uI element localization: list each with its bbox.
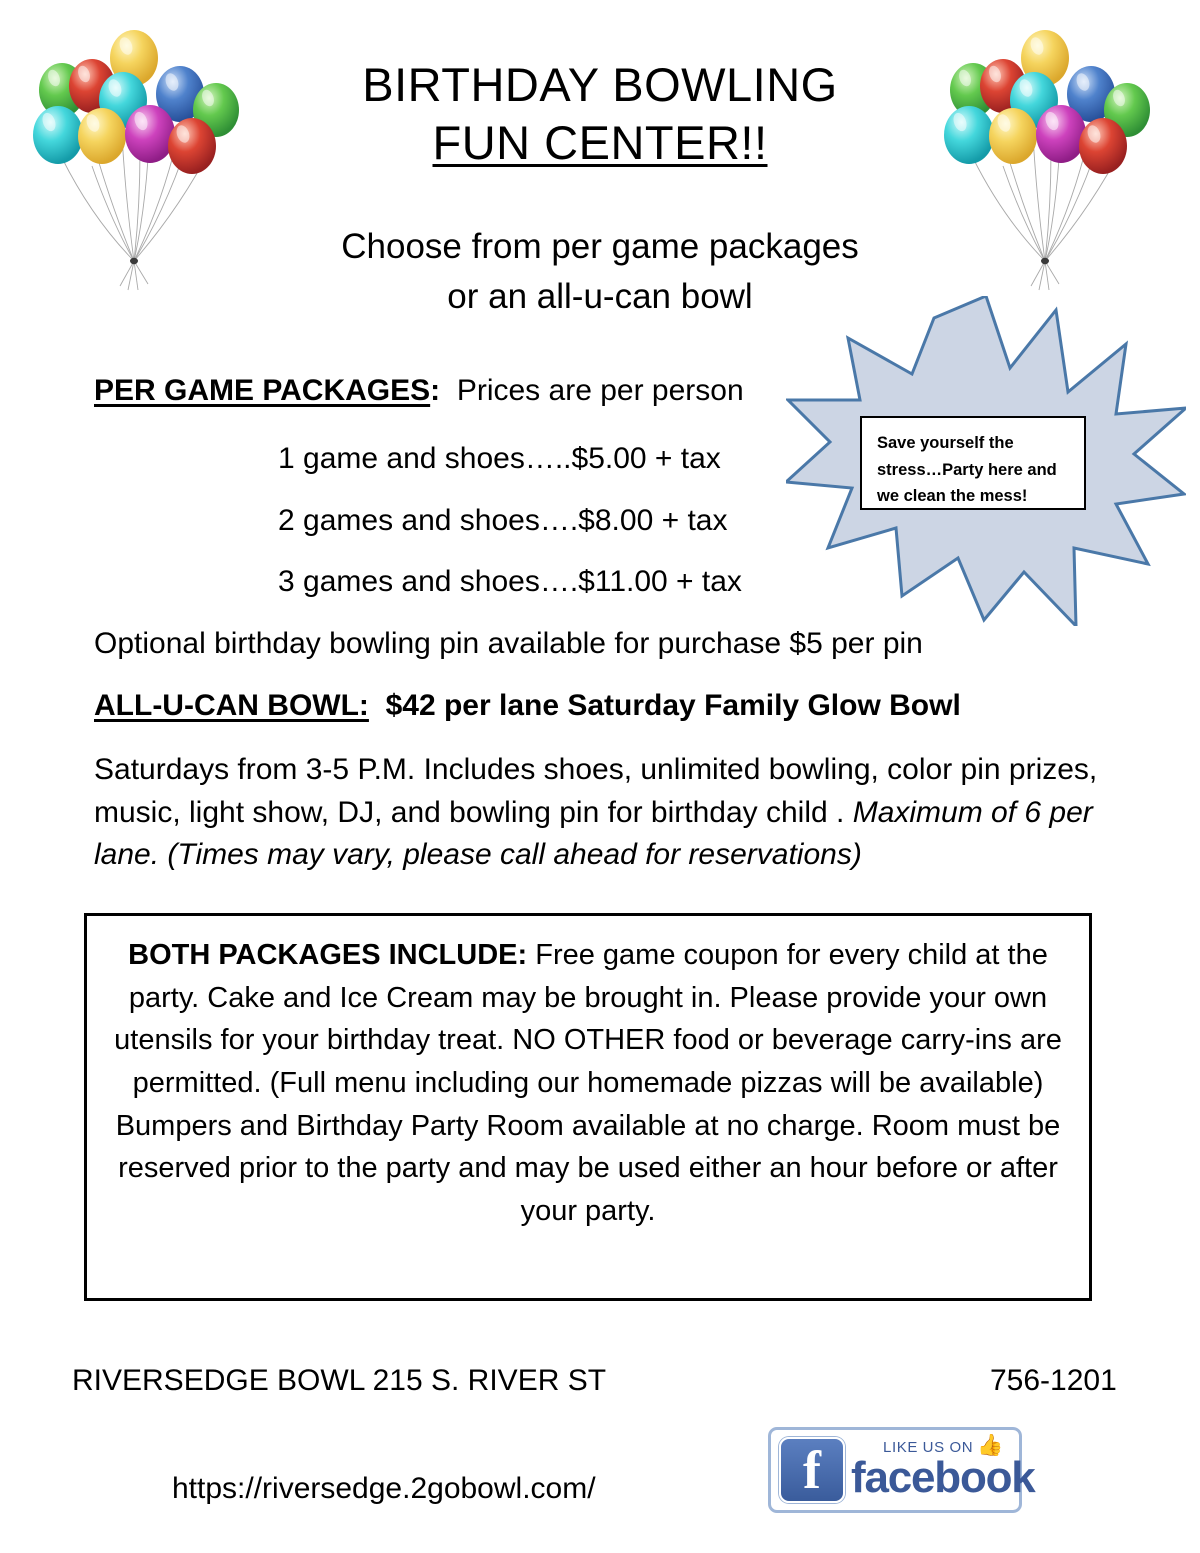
balloons-clipart-right [933,18,1163,318]
callout-text-box [860,416,1086,510]
both-packages-box [84,913,1092,1301]
balloons-clipart-left [22,18,252,318]
both-packages-heading: BOTH PACKAGES INCLUDE: [128,939,528,971]
facebook-wordmark: facebook [851,1453,1035,1502]
facebook-badge[interactable] [768,1427,1035,1513]
footer-website-url[interactable]: https://riversedge.2gobowl.com/ [172,1472,596,1505]
per-game-heading [94,372,744,410]
all-u-can-heading [94,687,961,725]
starburst-callout [786,296,1186,626]
per-game-heading-colon: : [430,374,441,407]
subtitle-line-1: Choose from per game packages [341,227,859,266]
per-game-heading-note: Prices are per person [456,374,744,407]
both-packages-text [87,916,1089,1232]
thumbs-up-icon: 👍 [977,1434,1004,1457]
footer-address: RIVERSEDGE BOWL 215 S. RIVER ST [72,1364,607,1397]
title-line-1: BIRTHDAY BOWLING [362,58,838,111]
both-packages-body: Free game coupon for every child at the party. Cake and Ice Cream may be brought in. Please provide your own utensils for your birthday treat. NO OTHER food or beverage carry-ins are permitted. (Full menu including our homemade pizzas will be available) Bumpers and Birthday Party Room available at no charge. Room must be reserved prior to the party and may be used either an hour before or after your party. [114,939,1062,1227]
subtitle-line-2: or an all-u-can bowl [447,276,753,316]
footer-phone: 756-1201 [990,1364,1117,1397]
facebook-f-icon [779,1437,845,1503]
all-u-can-body [94,749,1104,877]
all-u-can-body-regular: Saturdays from 3-5 P.M. Includes shoes, unlimited bowling, color pin prizes, music, light show, DJ, and bowling pin for birthday child . [94,753,1098,829]
facebook-like-text: LIKE US ON [883,1439,974,1456]
optional-pin-line: Optional birthday bowling pin available for purchase $5 per pin [94,627,923,660]
facebook-f-letter: f [803,1440,821,1500]
all-u-can-heading-label: ALL-U-CAN BOWL: [94,689,369,722]
callout-line-3: we clean the mess! [877,487,1028,506]
price-row-1-game: 1 game and shoes…..$5.00 + tax [278,442,721,475]
title-line-2: FUN CENTER!! [432,116,768,170]
price-row-2-games: 2 games and shoes….$8.00 + tax [278,504,728,537]
price-row-3-games: 3 games and shoes….$11.00 + tax [278,565,742,598]
callout-line-1: Save yourself the [877,434,1014,452]
per-game-heading-label: PER GAME PACKAGES [94,374,431,407]
page-title [270,56,930,173]
callout-line-2: stress…Party here and [877,460,1057,479]
all-u-can-heading-price: $42 per lane Saturday Family Glow Bowl [385,689,961,722]
all-u-can-body-italic: Maximum of 6 per lane. (Times may vary, please call ahead for reservations) [94,795,1093,872]
